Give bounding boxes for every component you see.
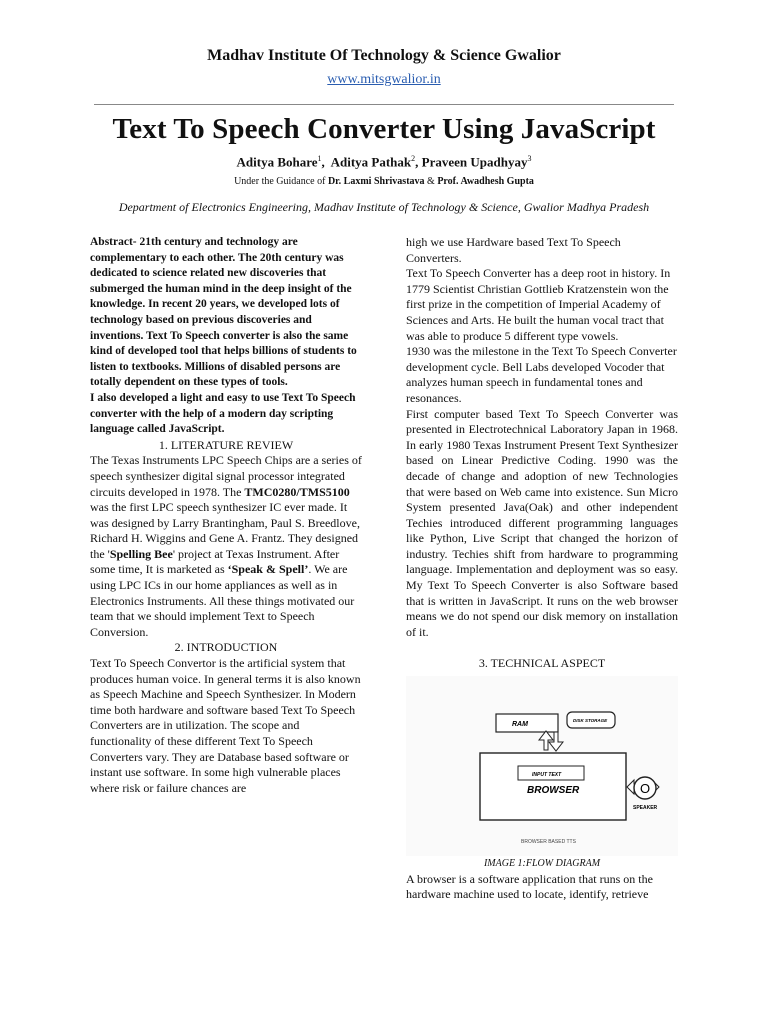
introduction-paragraph: Text To Speech Convertor is the artificial system that produces human voice. In general terms it is also known as Speech Machine and Speech Synthesizer. In Modern time both hardware and software based Text To Speech Converters are in utilization. The scope and functionality of these different Text To Speech Converters vary. They are Database based software or instant use software. In some high vulnerable places where risk or failure chances are: [90, 656, 361, 795]
bold-term: ‘Speak & Spell’: [227, 562, 309, 577]
body-paragraph: high we use Hardware based Text To Speech Converters.: [406, 235, 621, 265]
text-run: ' project at Texas Instrument. After some time, It is marketed as: [90, 546, 340, 577]
bold-term: Spelling Bee: [109, 546, 173, 561]
left-column: [90, 235, 362, 796]
department-line: Department of Electronics Engineering, Madhav Institute of Technology & Science, Gwalior Madhya Pradesh: [118, 200, 650, 214]
text-run: was the first LPC speech synthesizer IC ever made. It was designed by Larry Brantingham, Paul S. Breedlove, Richard H. Wiggins and Gene A. Frantz. They designed the ': [90, 500, 360, 561]
author-name: Aditya Bohare: [236, 154, 318, 170]
institute-name: Madhav Institute Of Technology & Science Gwalior: [207, 47, 561, 64]
section-heading: 3. TECHNICAL ASPECT: [478, 656, 606, 671]
text-run: . We are using LPC ICs in our home appliances as well as in Electronics Instruments. All these things motivated our team that we should implement Text to Speech Conversion.: [90, 562, 355, 639]
guidance-separator: &: [424, 176, 438, 187]
figure-caption: IMAGE 1:FLOW DIAGRAM: [483, 858, 601, 870]
bold-term: TMC0280/TMS5100: [244, 484, 350, 499]
abstract-paragraph: Abstract- 21th century and technology are complementary to each other. The 20th century was dedicated to science related new discoveries that submerged the human mind in the deep insight of the knowledge. In recent 20 years, we developed lots of technology based on previous discoveries and inventions. Text To Speech converter is also the same kind of developed tool that helps billions of students to listen to textbooks. Millions of disabled persons are totally dependent on these types of tools.: [90, 236, 357, 389]
ram-label: RAM: [512, 721, 528, 729]
flow-diagram-svg: [406, 676, 678, 856]
right-column: [406, 235, 678, 903]
disk-storage-label: DISK STORAGE: [573, 718, 608, 724]
author-affiliation: 3: [527, 154, 532, 163]
paper-title: Text To Speech Converter Using JavaScript: [112, 113, 656, 145]
author-name: Praveen Upadhyay: [421, 154, 528, 170]
author-name: Aditya Pathak: [330, 154, 412, 170]
body-paragraph: Text To Speech Converter has a deep root in history. In 1779 Scientist Christian Gottlieb Kratzenstein won the first prize in the competition of Imperial Academy of Sciences and Arts. He built the human vocal tract that was able to produce 5 different type vowels.: [406, 266, 671, 343]
author-affiliation: 1: [317, 154, 322, 163]
browser-label: BROWSER: [527, 785, 580, 797]
body-paragraph: 1930 was the milestone in the Text To Speech Converter development cycle. Bell Labs developed Vocoder that analyzes human speech in fundamental tones and resonances.: [406, 344, 677, 405]
section-heading: 2. INTRODUCTION: [174, 640, 278, 655]
input-text-label: INPUT TEXT: [532, 772, 562, 779]
guide-name: Prof. Awadhesh Gupta: [437, 176, 534, 187]
header-divider: [94, 104, 674, 105]
abstract-paragraph: I also developed a light and easy to use Text To Speech converter with the help of a modern day scripting language called JavaScript.: [90, 391, 356, 436]
literature-paragraph: [90, 453, 362, 640]
body-paragraph: First computer based Text To Speech Converter was presented in Electrotechnical Laboratory Japan in 1968. In early 1980 Texas Instrument Present Text Synthesizer based on Linear Predictive Coding. 1990 was the decade of change and adoption of new Technologies that were based on Web came into existence. Sun Micro System presented Java(Oak) and other independent Techies introduced different programming languages like Python, Live Script that changed the horizon of industry. Techies shift from hardware to programming language. Implementation and deployment was so easy. My Text To Speech Converter is also Software based that is written in JavaScript. It runs on the web browser means we do not spend our disk memory on installation of it.: [406, 406, 678, 639]
website-link[interactable]: www.mitsgwalior.in: [327, 72, 441, 87]
technical-paragraph: A browser is a software application that runs on the hardware machine used to locate, identify, retrieve: [406, 871, 653, 902]
speaker-symbol: O: [640, 781, 651, 797]
diagram-footer: BROWSER BASED TTS: [521, 839, 576, 846]
guidance-line: [0, 176, 768, 187]
speaker-label: SPEAKER: [633, 805, 658, 812]
guide-name: Dr. Laxmi Shrivastava: [327, 176, 425, 187]
section-heading: 1. LITERATURE REVIEW: [158, 437, 294, 452]
author-list: Aditya Bohare$^1$, Aditya Pathak$^2$, Praveen Upadhyay$^3$: [236, 154, 532, 170]
text-run: The Texas Instruments LPC Speech Chips are a series of speech synthesizer digital signal processor integrated circuits developed in 1978. The: [90, 453, 362, 499]
guidance-prefix: Under the Guidance of: [234, 176, 328, 187]
flow-diagram: [406, 676, 678, 856]
author-affiliation: 2: [411, 154, 416, 163]
